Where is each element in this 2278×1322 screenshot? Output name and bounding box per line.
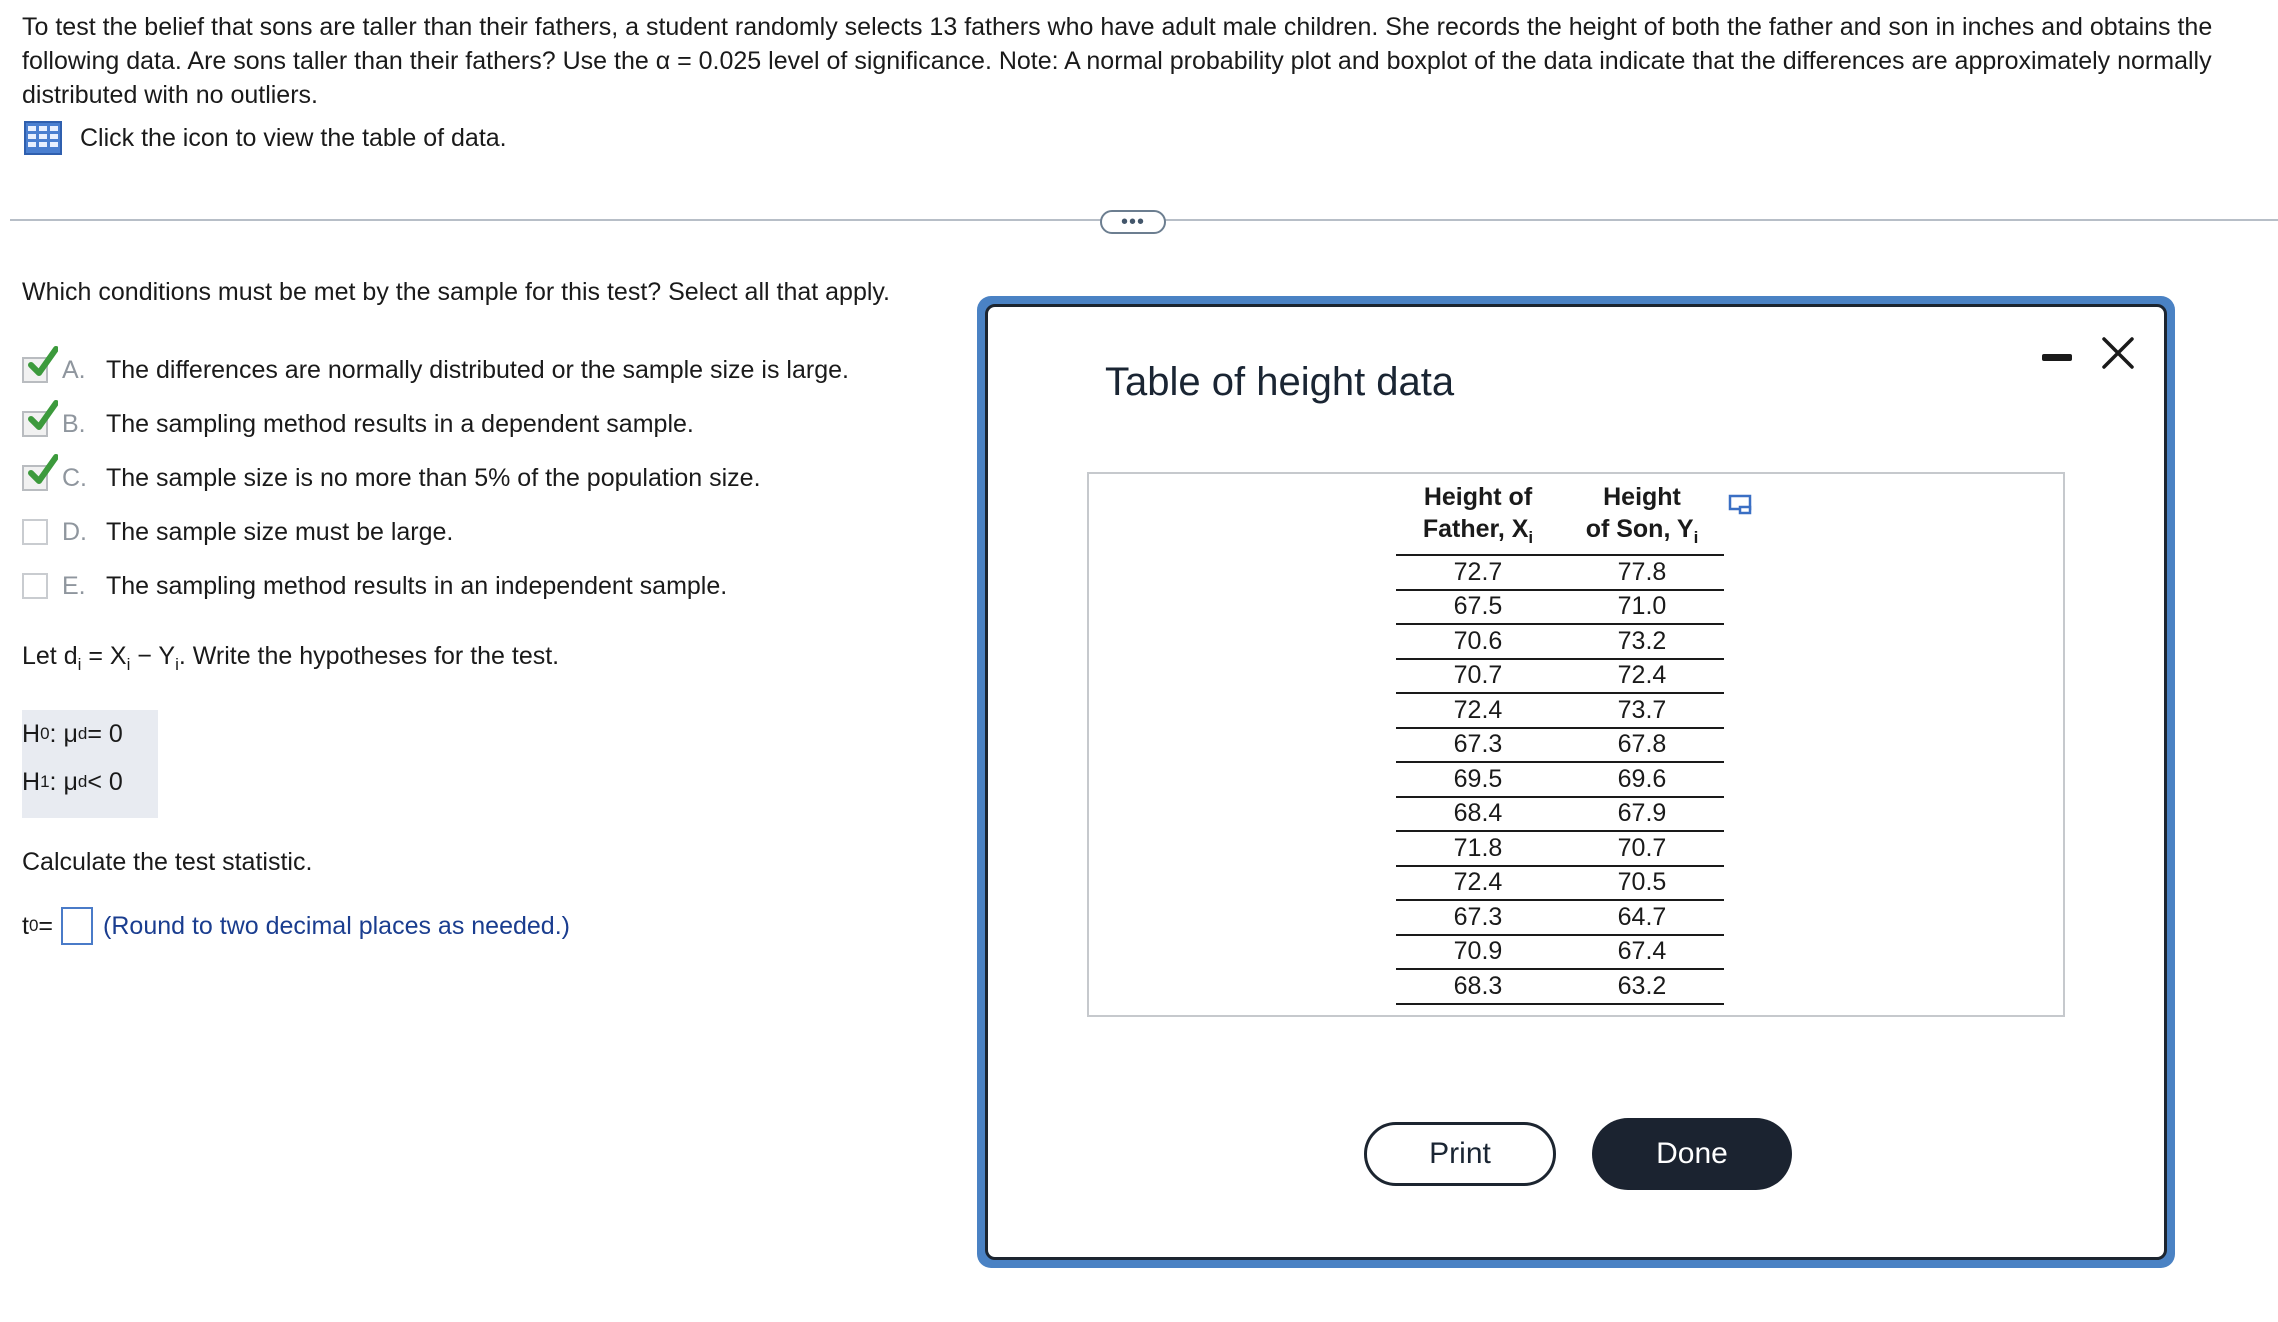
option-c-text: The sample size is no more than 5% of the population size. [106, 463, 761, 492]
header-son-sub: i [1693, 527, 1699, 547]
option-b-text: The sampling method results in a dependent sample. [106, 409, 694, 438]
father-height: 69.5 [1396, 762, 1560, 797]
t-label: t [22, 911, 29, 940]
option-d-text: The sample size must be large. [106, 517, 454, 546]
hyp-prompt-y: − Y [130, 642, 176, 670]
copy-icon[interactable] [1728, 494, 1754, 516]
son-height: 64.7 [1560, 900, 1724, 935]
option-d[interactable] [22, 512, 453, 552]
option-d-checkbox[interactable] [22, 519, 48, 545]
question-text-part2: level of significance. Note: A normal probability plot and boxplot of the data indicate that the differences are approximately normally distributed with no outliers. [22, 47, 2212, 109]
minimize-icon[interactable] [2042, 354, 2072, 361]
h0-label: H [22, 719, 41, 748]
h0-sub: 0 [40, 724, 50, 743]
rounding-hint: (Round to two decimal places as needed.) [103, 911, 570, 940]
more-options-button[interactable]: ••• [1100, 210, 1166, 234]
table-row [1396, 969, 1724, 1004]
option-a[interactable] [22, 350, 849, 390]
option-d-letter: D. [62, 517, 87, 546]
son-height: 63.2 [1560, 969, 1724, 1004]
table-row [1396, 797, 1724, 832]
father-height: 71.8 [1396, 831, 1560, 866]
question-text [22, 10, 2262, 112]
h1-mu: μ [63, 767, 78, 796]
hyp-prompt-d: Let d [22, 642, 78, 670]
checkmark-icon [28, 453, 58, 487]
table-row [1396, 831, 1724, 866]
h0-relation: = 0 [87, 719, 123, 748]
table-row [1396, 935, 1724, 970]
h0-mu-sub: d [77, 724, 88, 743]
header-son-line2: of Son, Y [1585, 514, 1694, 543]
h1-label: H [22, 767, 41, 796]
father-height: 70.7 [1396, 659, 1560, 694]
father-height: 72.7 [1396, 555, 1560, 590]
option-c[interactable] [22, 458, 761, 498]
statistic-row [22, 902, 570, 950]
option-b[interactable] [22, 404, 694, 444]
h0-mu: μ [63, 719, 78, 748]
hyp-prompt-sub-i3: i [175, 655, 179, 674]
h1-colon: : [49, 767, 64, 796]
h1-relation: < 0 [87, 767, 123, 796]
hyp-prompt-sub-i2: i [126, 655, 131, 674]
hypotheses-prompt [22, 642, 559, 675]
son-height: 70.7 [1560, 831, 1724, 866]
table-header-row [1396, 480, 1724, 555]
table-row [1396, 866, 1724, 901]
print-button[interactable]: Print [1364, 1122, 1556, 1186]
option-e-text: The sampling method results in an independent sample. [106, 571, 728, 600]
h0-colon: : [49, 719, 64, 748]
option-e[interactable] [22, 566, 727, 606]
view-data-link[interactable] [24, 120, 507, 156]
checkmark-icon [28, 399, 58, 433]
header-son-line1: Height [1603, 482, 1681, 511]
view-data-link-label[interactable]: Click the icon to view the table of data. [80, 123, 507, 152]
statistic-prompt: Calculate the test statistic. [22, 848, 313, 876]
hypotheses-answer-box[interactable] [22, 710, 158, 818]
alternative-hypothesis[interactable] [22, 758, 158, 806]
option-b-letter: B. [62, 409, 86, 438]
header-son [1560, 480, 1724, 555]
t-sub: 0 [28, 916, 39, 935]
father-height: 70.9 [1396, 935, 1560, 970]
done-button[interactable]: Done [1592, 1118, 1792, 1190]
table-row [1396, 900, 1724, 935]
father-height: 70.6 [1396, 624, 1560, 659]
table-row [1396, 693, 1724, 728]
son-height: 77.8 [1560, 555, 1724, 590]
hyp-prompt-suffix: . Write the hypotheses for the test. [178, 642, 560, 670]
question-text-part1: To test the belief that sons are taller than their fathers, a student randomly selects 13 fathers who have adult male children. She records the height of both the father and son in inches and obtains the following data. Are sons taller than their fathers? Use the [22, 13, 2213, 75]
son-height: 69.6 [1560, 762, 1724, 797]
header-father-line1: Height of [1423, 482, 1533, 511]
table-row [1396, 555, 1724, 590]
hyp-prompt-x: = X [81, 642, 127, 670]
option-e-letter: E. [62, 571, 86, 600]
son-height: 73.7 [1560, 693, 1724, 728]
checkmark-icon [28, 345, 58, 379]
father-height: 67.3 [1396, 728, 1560, 763]
option-a-letter: A. [62, 355, 86, 384]
father-height: 67.5 [1396, 590, 1560, 625]
son-height: 67.9 [1560, 797, 1724, 832]
option-a-checkbox[interactable] [22, 357, 48, 383]
option-c-checkbox[interactable] [22, 465, 48, 491]
header-father [1396, 480, 1560, 555]
table-grid-icon[interactable] [24, 121, 62, 155]
son-height: 71.0 [1560, 590, 1724, 625]
father-height: 72.4 [1396, 866, 1560, 901]
option-e-checkbox[interactable] [22, 573, 48, 599]
father-height: 72.4 [1396, 693, 1560, 728]
option-c-letter: C. [62, 463, 87, 492]
h1-sub: 1 [40, 772, 50, 791]
null-hypothesis[interactable] [22, 710, 158, 758]
father-height: 67.3 [1396, 900, 1560, 935]
son-height: 70.5 [1560, 866, 1724, 901]
son-height: 67.4 [1560, 935, 1724, 970]
h1-mu-sub: d [77, 772, 88, 791]
conditions-prompt: Which conditions must be met by the sample for this test? Select all that apply. [22, 278, 891, 306]
table-row [1396, 624, 1724, 659]
table-row [1396, 762, 1724, 797]
alpha-value: α = 0.025 [655, 47, 762, 75]
son-height: 73.2 [1560, 624, 1724, 659]
test-statistic-input[interactable] [61, 907, 93, 945]
hyp-prompt-sub-i: i [77, 655, 82, 674]
table-row [1396, 728, 1724, 763]
table-row [1396, 590, 1724, 625]
dialog-title: Table of height data [1105, 360, 1455, 404]
close-icon[interactable] [2100, 335, 2136, 371]
option-a-text: The differences are normally distributed or the sample size is large. [106, 355, 849, 384]
height-data-table [1396, 480, 1724, 1005]
father-height: 68.3 [1396, 969, 1560, 1004]
header-father-line2: Father, X [1422, 514, 1529, 543]
son-height: 67.8 [1560, 728, 1724, 763]
option-b-checkbox[interactable] [22, 411, 48, 437]
table-row [1396, 659, 1724, 694]
t-equals: = [38, 911, 54, 940]
father-height: 68.4 [1396, 797, 1560, 832]
header-father-sub: i [1528, 527, 1534, 547]
son-height: 72.4 [1560, 659, 1724, 694]
